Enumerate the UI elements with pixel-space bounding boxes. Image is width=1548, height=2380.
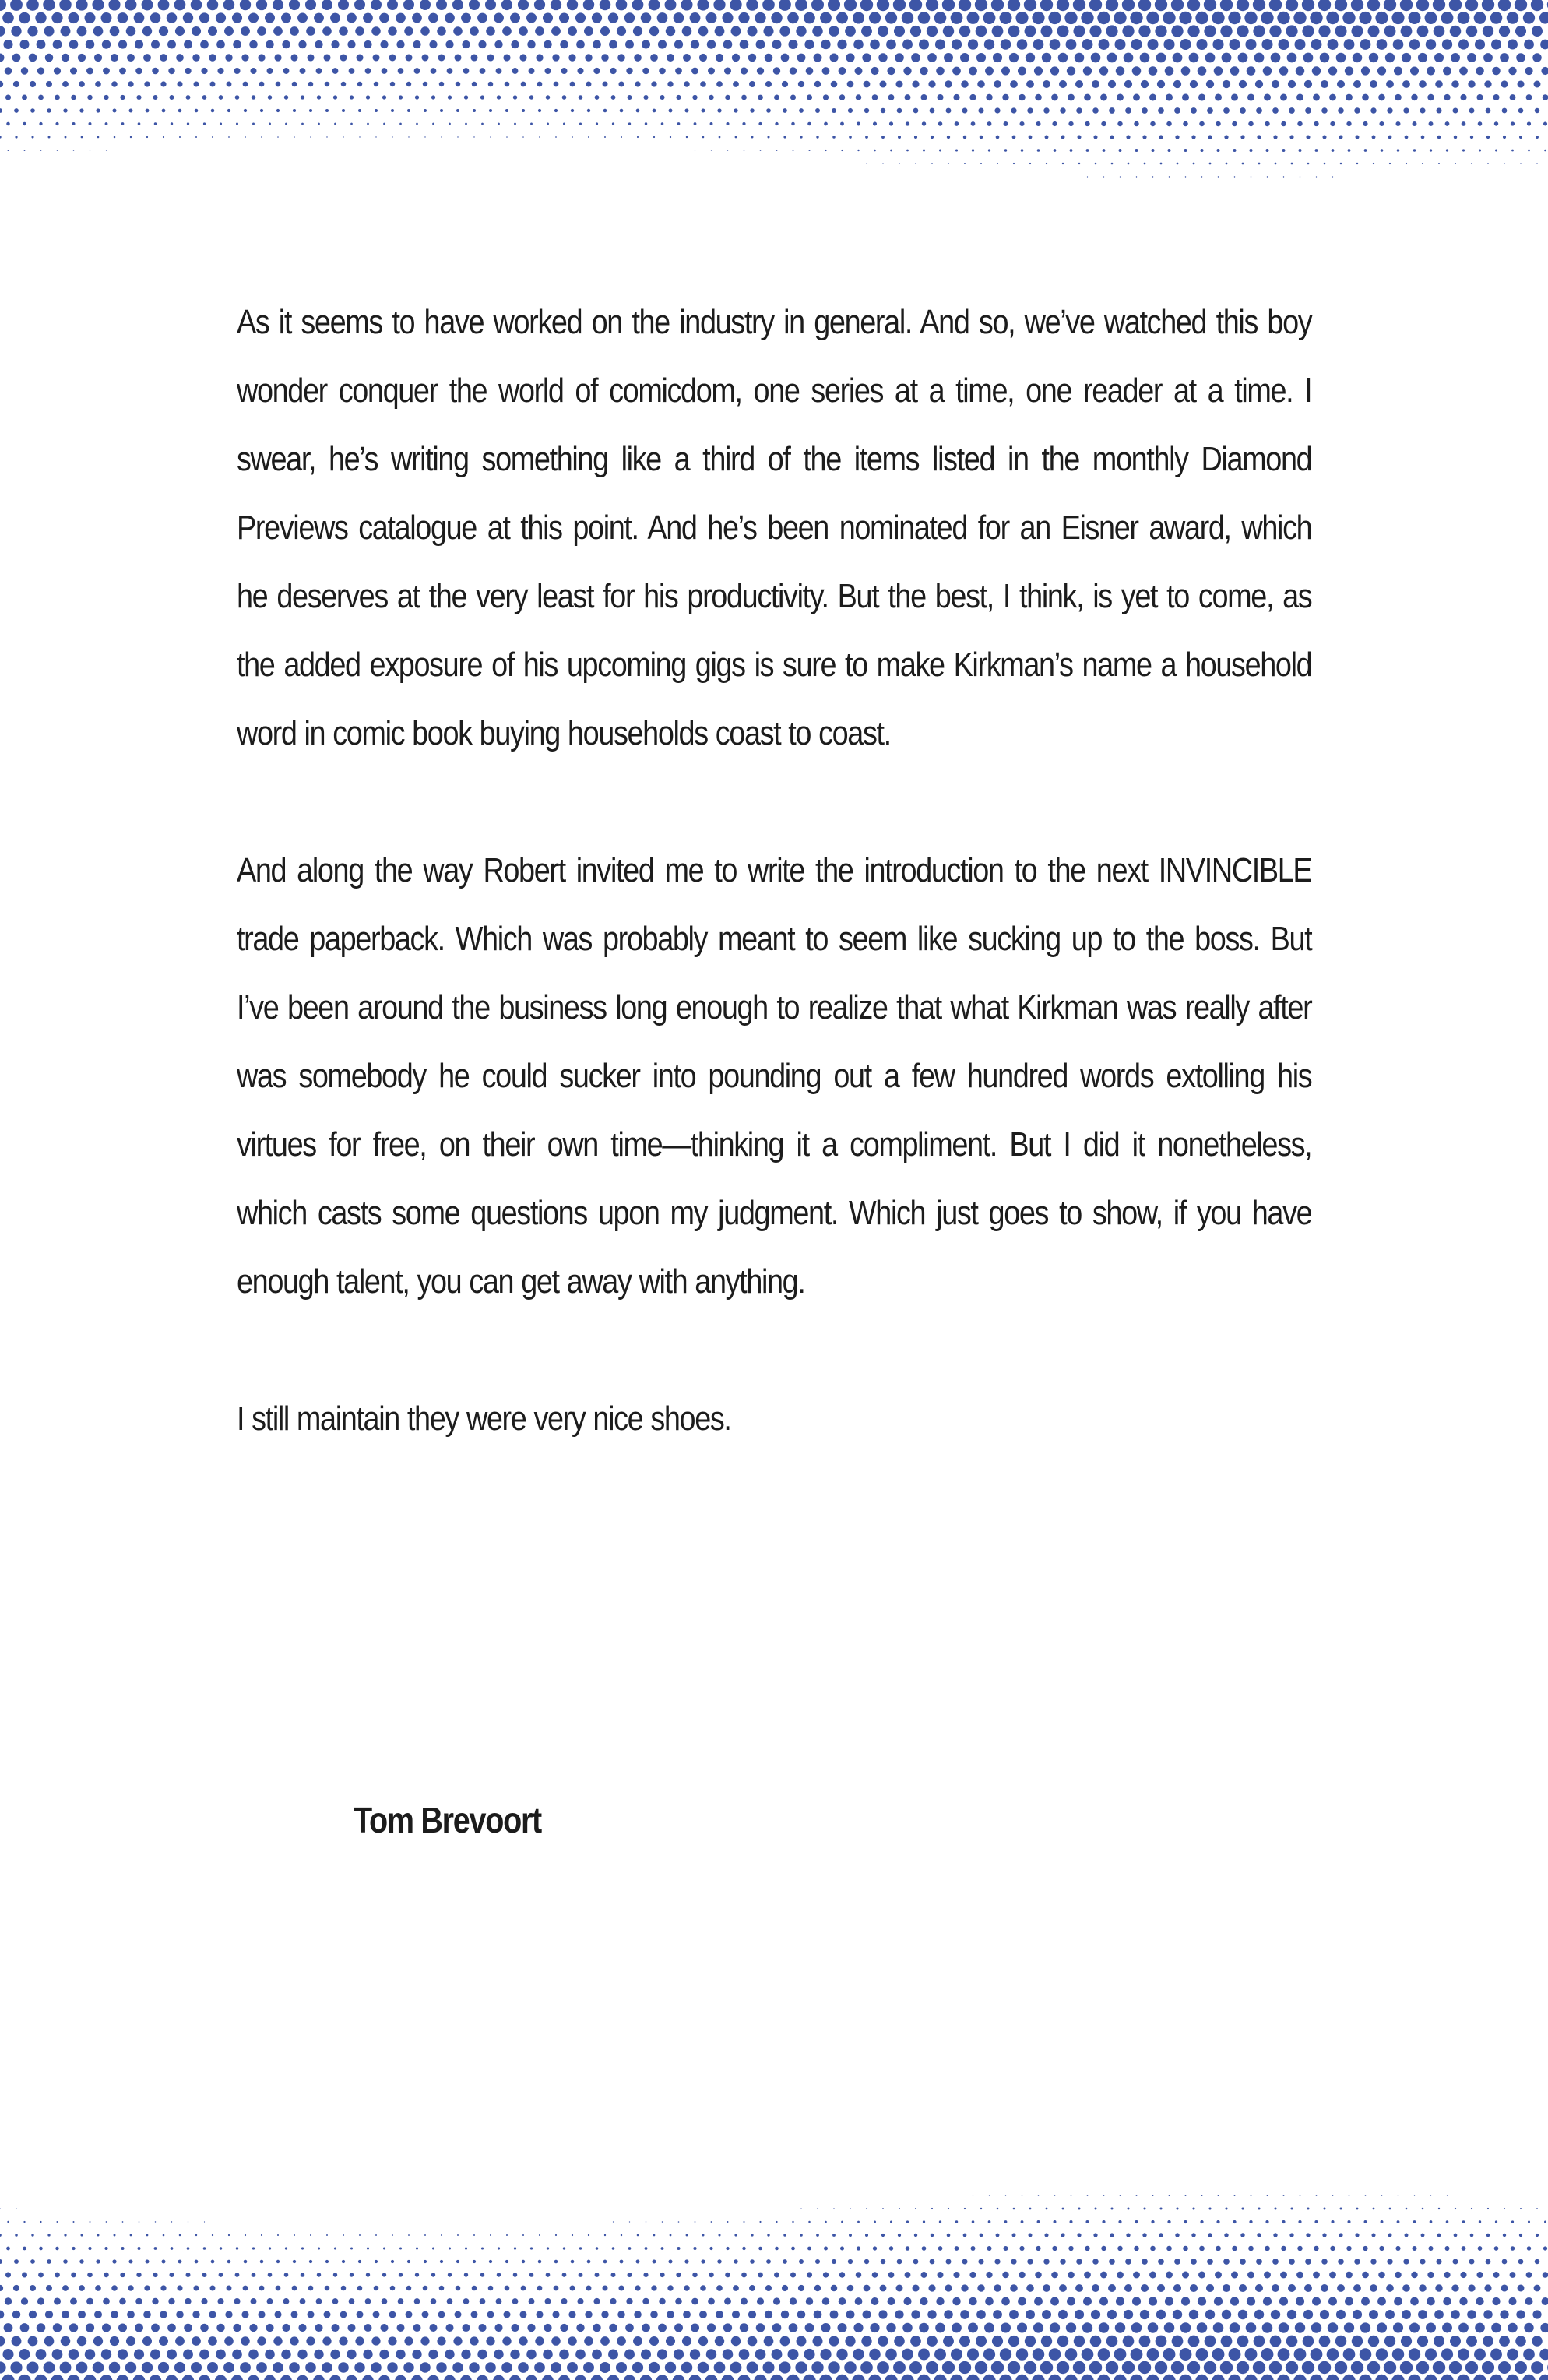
- halftone-top-decoration: [0, 0, 1548, 187]
- halftone-bottom-decoration: [0, 2178, 1548, 2380]
- article-body: [237, 288, 1312, 1453]
- paragraph-3: I still maintain they were very nice shoes.: [237, 1399, 731, 1438]
- author-signature: Tom Brevoort: [354, 1800, 541, 1840]
- paragraph-1: As it seems to have worked on the industry in general. And so, we’ve watched this boy wonder conquer the world of comicdom, one series at a time, one reader at a time. I swear, he’s writing something like a third of the items listed in the monthly Diamond Previews catalogue at this point. And he’s been nominated for an Eisner award, which he deserves at the very least for his productivity. But the best, I think, is yet to come, as the added exposure of his upcoming gigs is sure to make Kirkman’s name a household word in comic book buying households coast to coast.: [237, 303, 1312, 752]
- paragraph-2: And along the way Robert invited me to write the introduction to the next INVINCIBLE trade paperback. Which was probably meant to seem like sucking up to the boss. But I’ve been around the business long enough to realize that what Kirkman was really after was somebody he could sucker into pounding out a few hundred words extolling his virtues for free, on their own time—thinking it a compliment. But I did it nonetheless, which casts some questions upon my judgment. Which just goes to show, if you have enough talent, you can get away with anything.: [237, 851, 1312, 1301]
